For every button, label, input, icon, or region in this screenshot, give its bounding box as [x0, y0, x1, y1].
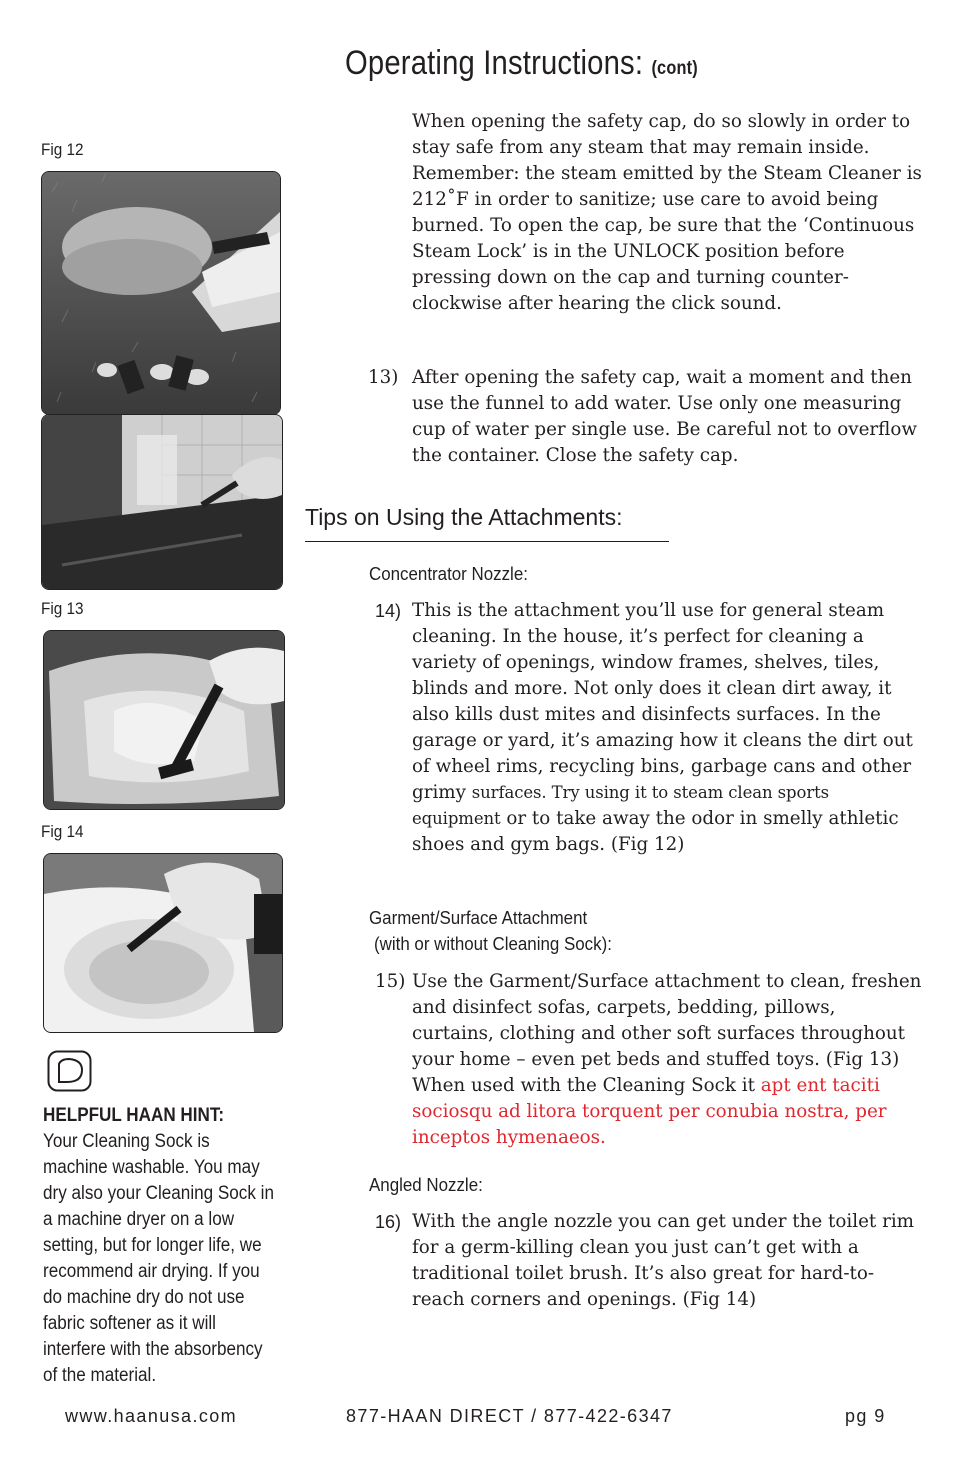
step-13-text: After opening the safety cap, wait a moment and then use the funnel to add water. Use only one measuring cup of water per single use. Be careful not to overflow the container. Close the safety cap. — [412, 367, 918, 466]
intro-paragraph: When opening the safety cap, do so slowly in order to stay safe from any steam that may remain inside. Remember: the steam emitted by the Steam Cleaner is 212˚F in order to sanitize; use care to avoid being burned. To open the cap, be sure that the ‘Continuous Steam Lock’ is in the UNLOCK position before pressing down on the cap and turning counter-clockwise after hearing the click sound. — [412, 111, 922, 314]
step-14-text-end: or to take away the odor in smelly athletic shoes and gym bags. (Fig 12) — [412, 808, 899, 855]
step-14 — [375, 598, 922, 858]
step-16-text: With the angle nozzle you can get under the toilet rim for a germ-killing clean you just can’t get with a traditional toilet brush. It’s also great for hard-to-reach corners and openings. (Fig 14) — [412, 1211, 915, 1310]
step-13 — [368, 365, 922, 469]
step-13-number: 13) — [368, 367, 399, 388]
hint-icon — [47, 1050, 92, 1092]
step-15-text-red: apt ent taciti sociosqu ad litora torquent per conubia nostra, per inceptos hymenaeos. — [412, 1075, 887, 1148]
photo-kitchen-stove — [41, 414, 283, 590]
helpful-hint-text: Your Cleaning Sock is machine washable. You may dry also your Cleaning Sock in a machine dryer on a low setting, but for longer life, we recommend air drying. If you do machine dry do not use fabric softener as it will interfere with the absorbency of the material. — [43, 1131, 274, 1386]
footer-phone: 877-HAAN DIRECT / 877-422-6347 — [346, 1406, 673, 1426]
photo-toilet — [43, 853, 283, 1033]
tips-heading-rule — [305, 541, 669, 542]
fig-13-label: Fig 13 — [41, 599, 84, 618]
footer-website: www.haanusa.com — [65, 1406, 238, 1426]
step-15 — [375, 969, 922, 1151]
fig-14-label: Fig 14 — [41, 822, 84, 841]
fig-12-label: Fig 12 — [41, 140, 84, 159]
footer-page-number: pg 9 — [845, 1406, 886, 1426]
step-15-number: 15) — [375, 971, 406, 992]
page-title — [345, 44, 698, 83]
concentrator-heading: Concentrator Nozzle: — [369, 564, 528, 584]
page-title-suffix: (cont) — [651, 58, 698, 79]
garment-heading-line1: Garment/Surface Attachment — [369, 908, 588, 928]
step-14-number: 14) — [375, 601, 402, 621]
garment-heading-line2: (with or without Cleaning Sock): — [374, 934, 612, 954]
step-16-number: 16) — [375, 1212, 402, 1232]
helpful-hint-title: HELPFUL HAAN HINT: — [43, 1105, 225, 1126]
step-15-text: Use the Garment/Surface attachment to clean, freshen and disinfect sofas, carpets, bedding, pillows, curtains, clothing and other soft surfaces throughout your home – even pet beds and stuffed toys. (Fig 13) When used with the Cleaning Sock it — [412, 971, 922, 1096]
page-title-main: Operating Instructions: — [345, 44, 644, 82]
helpful-hint — [43, 1103, 277, 1389]
angled-heading: Angled Nozzle: — [369, 1175, 483, 1195]
photo-baseball-glove — [41, 171, 281, 415]
step-16 — [375, 1209, 922, 1313]
step-14-text-small: surfaces. Try using it to steam clean sports equipment — [412, 783, 830, 828]
photo-pet-bed — [43, 630, 285, 810]
step-14-text: This is the attachment you’ll use for general steam cleaning. In the house, it’s perfect for cleaning a variety of openings, window frames, shelves, tiles, blinds and more. Not only does it clean dirt away, it also kills dust mites and disinfects surfaces. In the garage or yard, it’s amazing how it cleans the dirt out of wheel rims, recycling bins, garbage cans and other grimy — [412, 600, 913, 803]
tips-heading: Tips on Using the Attachments: — [305, 504, 623, 530]
